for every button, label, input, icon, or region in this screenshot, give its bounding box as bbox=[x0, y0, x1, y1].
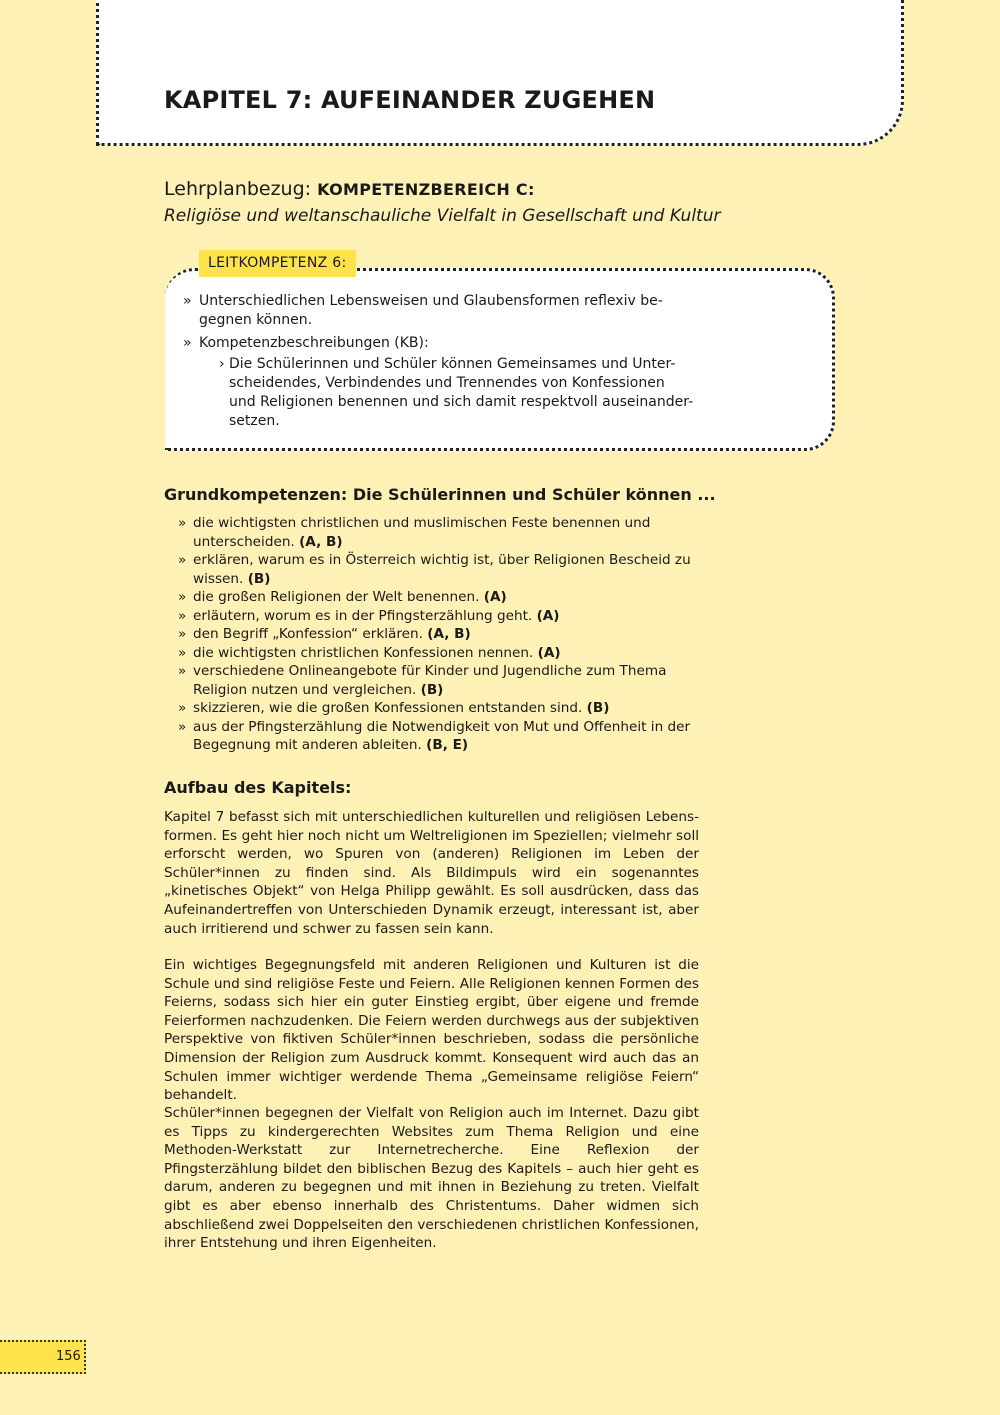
list-item: » die wichtigsten christlichen Konfessionen nennen. (A) bbox=[178, 644, 561, 661]
bullet-icon: » bbox=[183, 335, 192, 351]
aufbau-paragraph-3: Schüler*innen begegnen der Vielfalt von Religion auch im Internet. Dazu gibt es Tipps zu kindergerechten Websites zum Thema Religion und eine Methoden-Werkstatt zur Internetrecherche. Eine Reflexion der Pfingsterzählung bildet den biblischen Bezug des Kapitels – auch hier geht es darum, anderen zu begegnen und mit ihnen in Beziehung zu treten. Vielfalt gibt es aber ebenso innerhalb des Christentums. Daher widmen sich abschließend zwei Doppelseiten den verschiedenen christlichen Konfessionen, ihrer Entstehung und ihren Eigenheiten. bbox=[164, 1105, 699, 1252]
sub-bullet-icon: › bbox=[219, 356, 225, 372]
aufbau-heading: Aufbau des Kapitels: bbox=[164, 778, 352, 797]
kompetenzbereich: KOMPETENZBEREICH C: bbox=[317, 180, 535, 199]
list-item: » aus der Pfingsterzählung die Notwendigkeit von Mut und Offenheit in der Begegnung mit anderen ableiten. (B, E) bbox=[178, 718, 691, 753]
bullet-icon: » bbox=[178, 515, 187, 531]
list-item: » Kompetenzbeschreibungen (KB): › Die Schülerinnen und Schüler können Gemeinsames und Unter- scheidendes, Verbindendes und Trennendes von Konfessionen und Religionen benennen und sich damit respektvoll auseinander- setzen. bbox=[183, 334, 703, 431]
bullet-icon: » bbox=[178, 663, 187, 679]
page-number: 156 bbox=[56, 1349, 81, 1364]
list-item: » die großen Religionen der Welt benennen. (A) bbox=[178, 589, 507, 605]
bullet-icon: » bbox=[178, 644, 187, 661]
aufbau-paragraph-1: Kapitel 7 befasst sich mit unterschiedlichen kulturellen und religiösen Lebensformen. Es geht hier noch nicht um Weltreligionen im Speziellen; vielmehr soll erforscht werden, wo Spuren von (anderen) Religionen im Leben der Schüler*innen zu finden sind. Als Bildimpuls wird ein sogenanntes „kinetisches Objekt“ von Helga Philipp gewählt. Es soll ausdrücken, dass das Aufeinandertreffen von Unterschieden Dynamik erzeugt, interessant ist, aber auch irritierend und schwer zu fassen sein kann. bbox=[164, 809, 699, 937]
list-item: » erklären, warum es in Österreich wichtig ist, über Religionen Bescheid zu wissen. (B) bbox=[178, 552, 691, 587]
chapter-title: KAPITEL 7: AUFEINANDER ZUGEHEN bbox=[164, 86, 656, 114]
grundkompetenzen-list bbox=[178, 514, 718, 755]
bullet-icon: » bbox=[178, 626, 187, 642]
bullet-icon: » bbox=[178, 589, 187, 605]
leitkompetenz-label: LEITKOMPETENZ 6: bbox=[199, 250, 356, 277]
bullet-icon: » bbox=[178, 552, 187, 568]
list-item: » den Begriff „Konfession“ erklären. (A, B) bbox=[178, 626, 471, 642]
bullet-icon: » bbox=[178, 718, 187, 735]
bullet-icon: » bbox=[178, 607, 187, 624]
bullet-icon: » bbox=[183, 293, 192, 309]
grundkompetenzen-heading: Grundkompetenzen: Die Schülerinnen und Schüler können ... bbox=[164, 485, 716, 504]
list-item: » verschiedene Onlineangebote für Kinder und Jugendliche zum Thema Religion nutzen und vergleichen. (B) bbox=[178, 663, 667, 698]
lehrplan-line bbox=[164, 178, 535, 200]
list-item: » Unterschiedlichen Lebensweisen und Glaubensformen reflexiv be- gegnen können. bbox=[183, 293, 663, 328]
chapter-header-box bbox=[96, 0, 904, 146]
leitkompetenz-list bbox=[183, 292, 703, 435]
list-item: » skizzieren, wie die großen Konfessionen entstanden sind. (B) bbox=[178, 700, 610, 716]
bullet-icon: » bbox=[178, 700, 187, 716]
lehrplan-subtitle: Religiöse und weltanschauliche Vielfalt in Gesellschaft und Kultur bbox=[164, 206, 721, 226]
lehrplan-label: Lehrplanbezug: bbox=[164, 178, 318, 200]
list-item: » erläutern, worum es in der Pfingsterzählung geht. (A) bbox=[178, 607, 560, 624]
sub-list-item: › Die Schülerinnen und Schüler können Gemeinsames und Unter- scheidendes, Verbindendes und Trennendes von Konfessionen und Religionen benennen und sich damit respektvoll auseinander- setzen. bbox=[219, 356, 694, 429]
list-item: » die wichtigsten christlichen und muslimischen Feste benennen und unterscheiden. (A, B) bbox=[178, 515, 651, 550]
aufbau-paragraph-2: Ein wichtiges Begegnungsfeld mit anderen Religionen und Kulturen ist die Schule und sind religiöse Feste und Feiern. Alle Religionen kennen Formen des Feierns, sodass sich hier ein guter Einstieg ergibt, über eigene und fremde Feierformen nachzudenken. Die Feiern werden durchwegs aus der subjektiven Perspektive von fiktiven Schüler*innen beschrieben, sodass die persönliche Dimension der Religion zum Ausdruck kommt. Konsequent wird auch das an Schulen immer wichtiger werdende Thema „Gemeinsame religiöse Feiern“ behandelt. bbox=[164, 957, 699, 1104]
